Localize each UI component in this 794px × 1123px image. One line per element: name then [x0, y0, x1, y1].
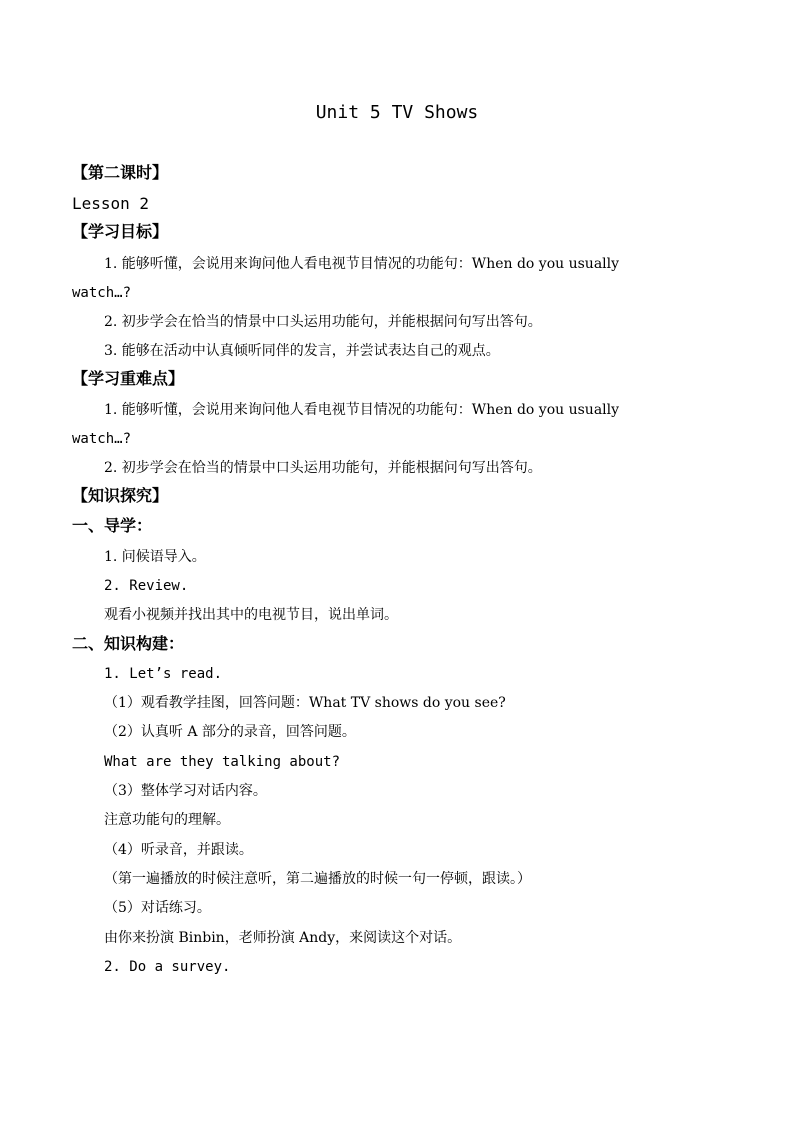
- lesson-label: Lesson 2: [72, 194, 150, 213]
- objective-item-2: 2. 初步学会在恰当的情景中口头运用功能句，并能根据问句写出答句。: [104, 314, 542, 330]
- part2-step-5: （5）对话练习。: [104, 900, 211, 916]
- key-point-item-2: 2. 初步学会在恰当的情景中口头运用功能句，并能根据问句写出答句。: [104, 460, 542, 476]
- part2-step-3-note: 注意功能句的理解。: [104, 812, 230, 828]
- period-heading: 【第二课时】: [72, 163, 169, 182]
- part2-step-5-note: 由你来扮演 Binbin，老师扮演 Andy，来阅读这个对话。: [104, 930, 462, 946]
- part2-step-2-question: What are they talking about?: [104, 754, 341, 770]
- part1-item-1: 1. 问候语导入。: [104, 549, 206, 565]
- part2-step-2: （2）认真听 A 部分的录音，回答问题。: [104, 724, 356, 740]
- part2-item-1: 1. Let’s read.: [104, 666, 223, 682]
- key-point-item-1-continued: watch…?: [72, 431, 132, 447]
- part2-step-4: （4）听录音，并跟读。: [104, 842, 253, 858]
- objective-item-1: 1. 能够听懂，会说用来询问他人看电视节目情况的功能句：When do you usually: [104, 256, 620, 272]
- part2-step-3: （3）整体学习对话内容。: [104, 783, 267, 799]
- part1-item-2: 2. Review.: [104, 578, 189, 594]
- objective-item-3: 3. 能够在活动中认真倾听同伴的发言，并尝试表达自己的观点。: [104, 343, 500, 359]
- part1-note: 观看小视频并找出其中的电视节目，说出单词。: [104, 607, 398, 623]
- key-point-item-1: 1. 能够听懂，会说用来询问他人看电视节目情况的功能句：When do you usually: [104, 402, 620, 418]
- part1-heading: 一、导学：: [72, 516, 153, 535]
- objectives-heading: 【学习目标】: [72, 222, 169, 241]
- document-title: Unit 5 TV Shows: [315, 102, 479, 123]
- exploration-heading: 【知识探究】: [72, 486, 169, 505]
- part2-heading: 二、知识构建：: [72, 634, 185, 653]
- key-points-heading: 【学习重难点】: [72, 369, 185, 388]
- objective-item-1-continued: watch…?: [72, 285, 132, 301]
- part2-item-2: 2. Do a survey.: [104, 959, 231, 975]
- part2-step-4-note: （第一遍播放的时候注意听，第二遍播放的时候一句一停顿，跟读。）: [104, 871, 531, 887]
- part2-step-1: （1）观看教学挂图，回答问题：What TV shows do you see?: [104, 695, 506, 711]
